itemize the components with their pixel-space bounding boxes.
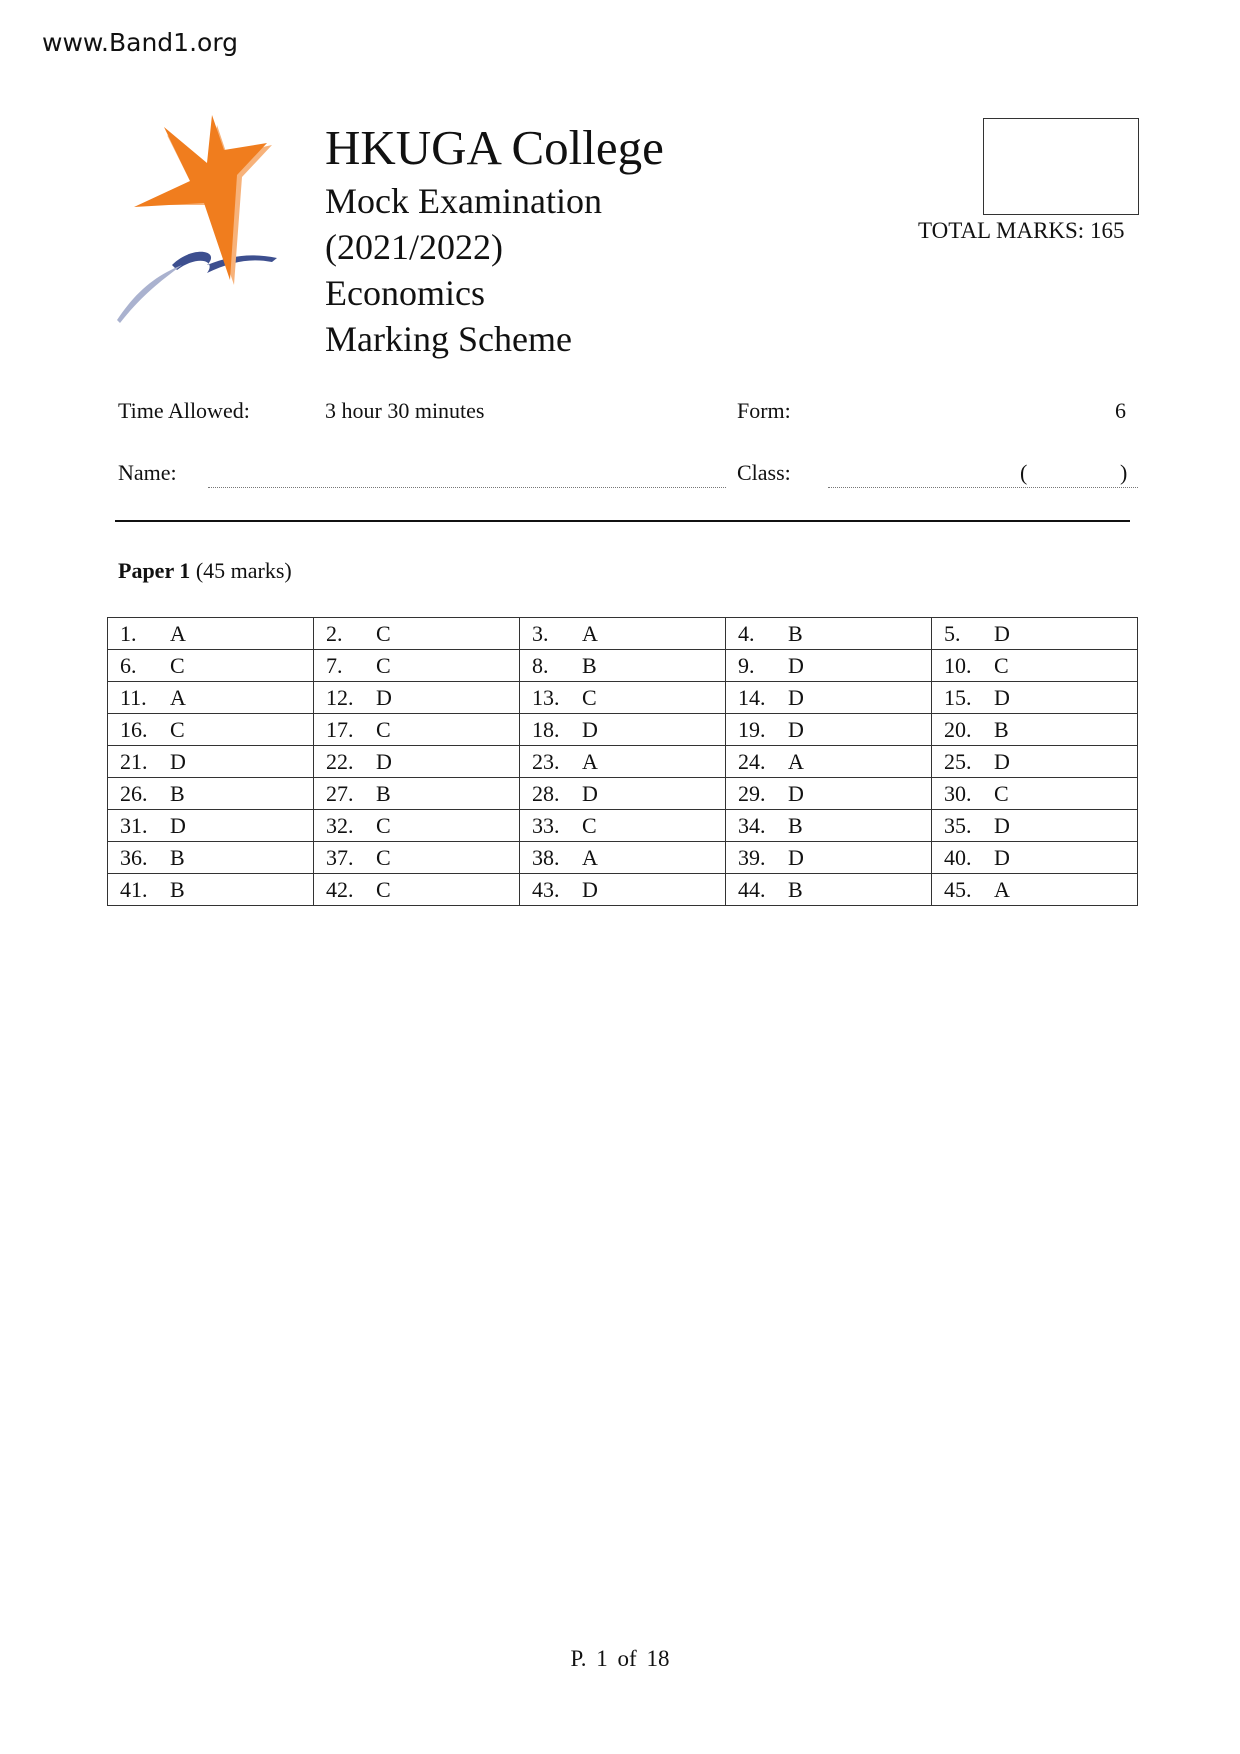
answer-cell (314, 778, 520, 810)
answer-cell (314, 746, 520, 778)
question-number: 2. (326, 620, 343, 646)
question-number: 14. (738, 684, 766, 710)
class-label: Class: (737, 460, 791, 485)
answer-letter: C (170, 652, 185, 678)
question-number: 18. (532, 716, 560, 742)
answer-letter: D (582, 876, 598, 902)
answer-letter: C (170, 716, 185, 742)
answer-letter: C (376, 844, 391, 870)
title-line-subject: Economics (325, 273, 485, 313)
question-number: 25. (944, 748, 972, 774)
answer-letter: C (376, 652, 391, 678)
title-line-exam: Mock Examination (325, 181, 602, 221)
answer-letter: A (582, 748, 598, 774)
answer-cell (932, 746, 1138, 778)
answer-letter: C (582, 684, 597, 710)
time-allowed-label: Time Allowed: (118, 398, 250, 423)
answer-cell (108, 778, 314, 810)
answer-cell (932, 714, 1138, 746)
marks-box (983, 118, 1139, 215)
answer-letter: D (994, 748, 1010, 774)
question-number: 21. (120, 748, 148, 774)
answer-cell (314, 874, 520, 906)
answer-cell (314, 618, 520, 650)
answer-letter: B (994, 716, 1009, 742)
answer-cell (108, 714, 314, 746)
name-field-line (208, 487, 726, 488)
question-number: 41. (120, 876, 148, 902)
question-number: 10. (944, 652, 972, 678)
answer-letter: C (994, 780, 1009, 806)
question-number: 16. (120, 716, 148, 742)
question-number: 38. (532, 844, 560, 870)
paper-title: Paper 1 (118, 558, 191, 583)
answer-cell (726, 778, 932, 810)
answer-letter: D (788, 684, 804, 710)
answer-cell (726, 874, 932, 906)
answer-letter: D (788, 844, 804, 870)
answer-letter: D (170, 748, 186, 774)
question-number: 45. (944, 876, 972, 902)
answer-cell (726, 714, 932, 746)
form-value: 6 (1115, 398, 1126, 423)
question-number: 27. (326, 780, 354, 806)
class-number-close-paren: ) (1120, 460, 1128, 485)
question-number: 40. (944, 844, 972, 870)
answer-letter: D (788, 652, 804, 678)
answer-cell (108, 874, 314, 906)
answer-cell (520, 842, 726, 874)
title-line-year: (2021/2022) (325, 227, 503, 267)
question-number: 34. (738, 812, 766, 838)
question-number: 7. (326, 652, 343, 678)
answer-row (108, 778, 1138, 810)
school-name: HKUGA College (325, 120, 664, 175)
total-marks: TOTAL MARKS: 165 (918, 218, 1125, 243)
answer-cell (520, 874, 726, 906)
answer-cell (520, 618, 726, 650)
answer-row (108, 618, 1138, 650)
answer-letter: D (994, 620, 1010, 646)
answer-letter: B (170, 844, 185, 870)
question-number: 24. (738, 748, 766, 774)
answer-row (108, 714, 1138, 746)
question-number: 43. (532, 876, 560, 902)
question-number: 36. (120, 844, 148, 870)
answer-row (108, 650, 1138, 682)
answer-cell (932, 810, 1138, 842)
answer-letter: C (376, 812, 391, 838)
answer-cell (108, 746, 314, 778)
question-number: 6. (120, 652, 137, 678)
answer-letter: D (376, 748, 392, 774)
logo-swoosh-tail (117, 265, 182, 323)
answer-cell (726, 746, 932, 778)
answer-cell (520, 682, 726, 714)
answer-cell (314, 714, 520, 746)
paper-heading (118, 558, 292, 584)
answer-letter: B (170, 876, 185, 902)
answer-letter: C (376, 716, 391, 742)
answer-cell (726, 618, 932, 650)
answer-letter: B (788, 812, 803, 838)
answer-cell (726, 650, 932, 682)
answer-cell (314, 682, 520, 714)
form-label: Form: (737, 398, 791, 423)
school-logo-star-icon (112, 115, 302, 330)
question-number: 35. (944, 812, 972, 838)
question-number: 32. (326, 812, 354, 838)
question-number: 17. (326, 716, 354, 742)
answer-letter: D (788, 780, 804, 806)
answer-letter: D (994, 812, 1010, 838)
answer-letter: B (788, 876, 803, 902)
answer-letter: A (582, 844, 598, 870)
answer-letter: B (376, 780, 391, 806)
answer-cell (520, 650, 726, 682)
question-number: 11. (120, 684, 147, 710)
answer-cell (108, 618, 314, 650)
answer-letter: A (582, 620, 598, 646)
answer-cell (520, 810, 726, 842)
answer-cell (520, 746, 726, 778)
answer-row (108, 682, 1138, 714)
answer-cell (108, 842, 314, 874)
answer-letter: C (582, 812, 597, 838)
answer-letter: D (788, 716, 804, 742)
answer-letter: A (170, 684, 186, 710)
page-number: P. 1 of 18 (570, 1646, 670, 1671)
question-number: 3. (532, 620, 549, 646)
title-line-type: Marking Scheme (325, 319, 572, 359)
question-number: 29. (738, 780, 766, 806)
header-divider (115, 520, 1130, 522)
answer-cell (726, 842, 932, 874)
answer-row (108, 842, 1138, 874)
answer-letter: A (788, 748, 804, 774)
question-number: 4. (738, 620, 755, 646)
watermark-url: www.Band1.org (42, 28, 239, 57)
question-number: 37. (326, 844, 354, 870)
answer-letter: D (376, 684, 392, 710)
answer-cell (314, 842, 520, 874)
answer-cell (932, 618, 1138, 650)
answer-letter: B (788, 620, 803, 646)
question-number: 9. (738, 652, 755, 678)
question-number: 12. (326, 684, 354, 710)
question-number: 15. (944, 684, 972, 710)
class-field-line (828, 487, 1138, 488)
question-number: 8. (532, 652, 549, 678)
answer-cell (932, 842, 1138, 874)
document-title-block (325, 118, 664, 362)
answer-cell (932, 874, 1138, 906)
question-number: 33. (532, 812, 560, 838)
answer-letter: D (582, 780, 598, 806)
answer-letter: B (170, 780, 185, 806)
question-number: 42. (326, 876, 354, 902)
question-number: 26. (120, 780, 148, 806)
name-label: Name: (118, 460, 177, 485)
answer-letter: A (994, 876, 1010, 902)
question-number: 30. (944, 780, 972, 806)
answer-cell (108, 650, 314, 682)
answer-cell (726, 682, 932, 714)
question-number: 19. (738, 716, 766, 742)
question-number: 20. (944, 716, 972, 742)
answer-letter: C (994, 652, 1009, 678)
answer-cell (932, 778, 1138, 810)
answer-cell (932, 650, 1138, 682)
answer-letter: A (170, 620, 186, 646)
answer-cell (520, 714, 726, 746)
question-number: 22. (326, 748, 354, 774)
answer-cell (314, 810, 520, 842)
answer-letter: C (376, 876, 391, 902)
answer-cell (108, 682, 314, 714)
class-number-open-paren: ( (1020, 460, 1028, 485)
answer-cell (932, 682, 1138, 714)
answer-letter: D (994, 684, 1010, 710)
answer-row (108, 810, 1138, 842)
question-number: 1. (120, 620, 137, 646)
question-number: 39. (738, 844, 766, 870)
answer-key-table (107, 617, 1138, 906)
answer-letter: D (994, 844, 1010, 870)
question-number: 31. (120, 812, 148, 838)
time-allowed-value: 3 hour 30 minutes (325, 398, 485, 423)
answer-row (108, 874, 1138, 906)
answer-cell (108, 810, 314, 842)
question-number: 28. (532, 780, 560, 806)
question-number: 44. (738, 876, 766, 902)
question-number: 23. (532, 748, 560, 774)
answer-cell (314, 650, 520, 682)
answer-letter: B (582, 652, 597, 678)
answer-letter: D (170, 812, 186, 838)
answer-cell (520, 778, 726, 810)
question-number: 5. (944, 620, 961, 646)
answer-row (108, 746, 1138, 778)
answer-letter: D (582, 716, 598, 742)
paper-marks: (45 marks) (195, 558, 292, 583)
answer-cell (726, 810, 932, 842)
question-number: 13. (532, 684, 560, 710)
answer-letter: C (376, 620, 391, 646)
